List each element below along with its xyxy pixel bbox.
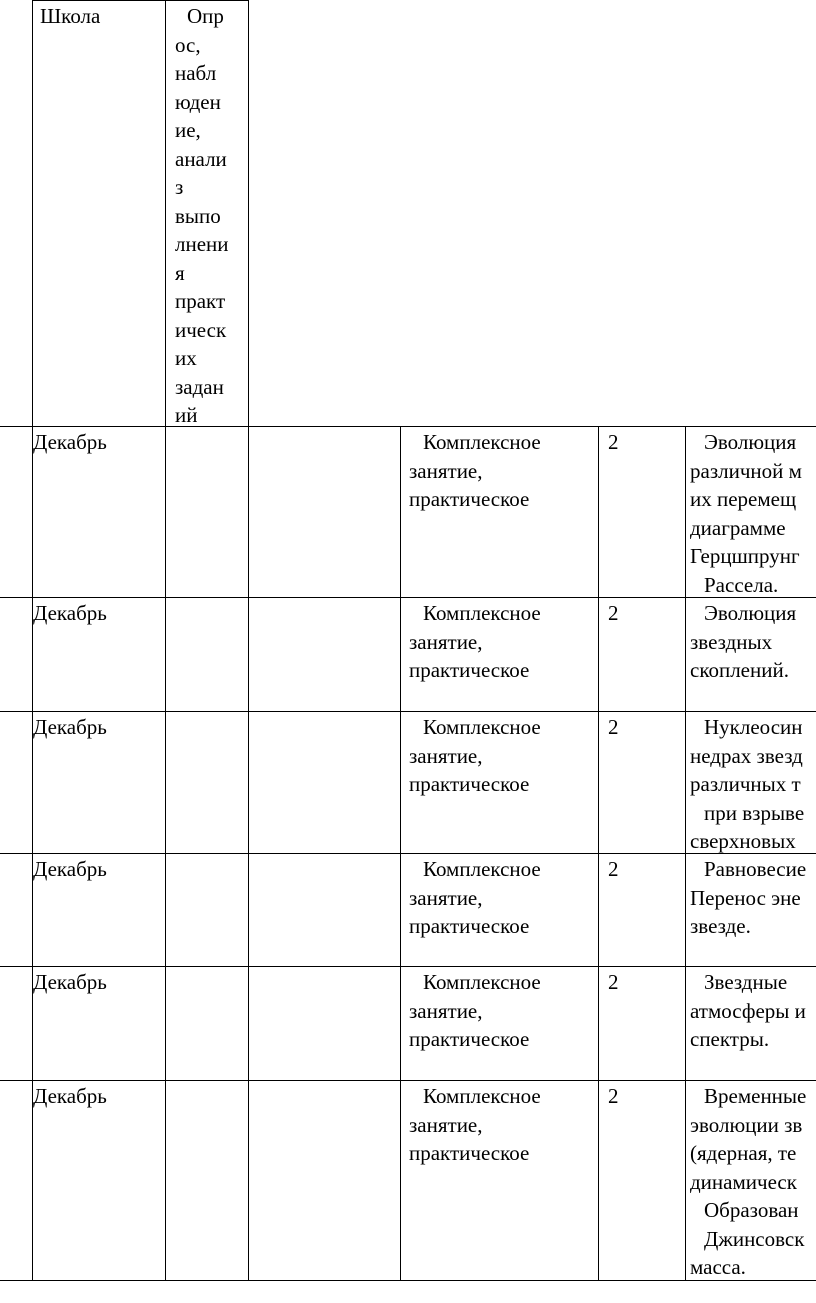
grid-line	[685, 426, 686, 1280]
header-assessment-line: их	[175, 346, 197, 370]
header-assessment-line: ий	[175, 403, 198, 427]
topic-line: Эволюция	[704, 601, 797, 625]
header-school: Школа	[40, 4, 101, 28]
row-topic	[690, 1082, 816, 1282]
topic-line: различной м	[690, 458, 802, 483]
lesson-form-line: практическое	[409, 1027, 530, 1051]
topic-line: сверхновых	[690, 829, 796, 853]
header-assessment-line: юден	[175, 89, 221, 114]
lesson-form-line: Комплексное	[423, 970, 541, 994]
lesson-form-line: занятие,	[409, 885, 483, 910]
topic-line: Нуклеосин	[704, 715, 803, 739]
lesson-form-line: практическое	[409, 658, 530, 682]
topic-line: масса.	[690, 1255, 746, 1279]
topic-line: Герцшпрунг	[690, 544, 800, 568]
row-lesson-form	[409, 599, 541, 685]
topic-line: скоплений.	[690, 658, 789, 682]
grid-line	[598, 426, 599, 1280]
grid-line	[0, 711, 816, 712]
lesson-form-line: занятие,	[409, 998, 483, 1023]
header-assessment-line: з	[175, 175, 184, 199]
row-month: Декабрь	[33, 601, 107, 625]
lesson-form-line: Комплексное	[423, 715, 541, 739]
header-assessment-line: я	[175, 260, 185, 285]
row-month: Декабрь	[33, 715, 107, 739]
topic-line: эволюции зв	[690, 1112, 803, 1137]
header-assessment-line: лнени	[175, 232, 229, 256]
row-lesson-form	[409, 968, 541, 1054]
topic-line: Равновесие	[704, 857, 807, 881]
topic-line: Рассела.	[704, 572, 779, 597]
header-assessment-line: выпо	[175, 203, 221, 228]
topic-line: спектры.	[690, 1027, 770, 1051]
row-topic	[690, 855, 816, 941]
header-assessment-line: ос,	[175, 32, 201, 57]
lesson-form-line: Комплексное	[423, 857, 541, 881]
lesson-form-line: практическое	[409, 487, 530, 511]
topic-line: Перенос эне	[690, 885, 801, 910]
row-topic	[690, 428, 816, 599]
topic-line: их перемещ	[690, 487, 797, 511]
lesson-form-line: Комплексное	[423, 1084, 541, 1108]
row-lesson-form	[409, 855, 541, 941]
lesson-form-line: практическое	[409, 914, 530, 938]
topic-line: звездных	[690, 629, 773, 654]
grid-line	[0, 966, 816, 967]
topic-line: атмосферы и	[690, 998, 806, 1023]
topic-line: Джинсовск	[704, 1226, 805, 1251]
lesson-form-line: Комплексное	[423, 430, 541, 454]
lesson-form-line: занятие,	[409, 743, 483, 768]
row-hours: 2	[608, 430, 619, 454]
row-hours: 2	[608, 601, 619, 625]
grid-line	[400, 426, 401, 1280]
header-assessment-line: практ	[175, 289, 226, 313]
header-assessment-line: Опр	[187, 4, 224, 28]
lesson-form-line: занятие,	[409, 629, 483, 654]
row-hours: 2	[608, 715, 619, 739]
row-lesson-form	[409, 1082, 541, 1168]
topic-line: различных т	[690, 772, 801, 796]
topic-line: при взрыве	[704, 800, 805, 825]
lesson-form-line: занятие,	[409, 458, 483, 483]
row-hours: 2	[608, 970, 619, 994]
header-assessment-line: задан	[175, 374, 224, 399]
grid-line	[0, 426, 816, 427]
row-lesson-form	[409, 713, 541, 799]
topic-line: Звездные	[704, 970, 788, 994]
grid-line	[0, 1080, 816, 1081]
topic-line: диаграмме	[690, 515, 786, 540]
header-assessment-line: анали	[175, 146, 227, 171]
topic-line: (ядерная, те	[690, 1141, 797, 1165]
topic-line: звезде.	[690, 914, 751, 938]
grid-line	[248, 0, 249, 1280]
row-month: Декабрь	[33, 430, 107, 454]
grid-line	[165, 0, 166, 1280]
header-assessment-line: ическ	[175, 317, 227, 342]
row-month: Декабрь	[33, 970, 107, 994]
topic-line: Эволюция	[704, 430, 797, 454]
row-month: Декабрь	[33, 1084, 107, 1108]
row-topic	[690, 713, 816, 856]
row-lesson-form	[409, 428, 541, 514]
row-hours: 2	[608, 1084, 619, 1108]
header-assessment-line: набл	[175, 61, 217, 85]
lesson-form-line: занятие,	[409, 1112, 483, 1137]
lesson-form-line: Комплексное	[423, 601, 541, 625]
lesson-form-line: практическое	[409, 772, 530, 796]
row-hours: 2	[608, 857, 619, 881]
topic-line: динамическ	[690, 1169, 797, 1194]
row-topic	[690, 968, 816, 1054]
row-topic	[690, 599, 816, 685]
header-assessment	[175, 2, 229, 430]
row-month: Декабрь	[33, 857, 107, 881]
grid-line	[32, 0, 249, 1]
topic-line: Образован	[704, 1198, 799, 1222]
topic-line: Временные	[704, 1084, 807, 1108]
topic-line: недрах звезд	[690, 743, 803, 768]
lesson-form-line: практическое	[409, 1141, 530, 1165]
header-assessment-line: ие,	[175, 118, 201, 142]
